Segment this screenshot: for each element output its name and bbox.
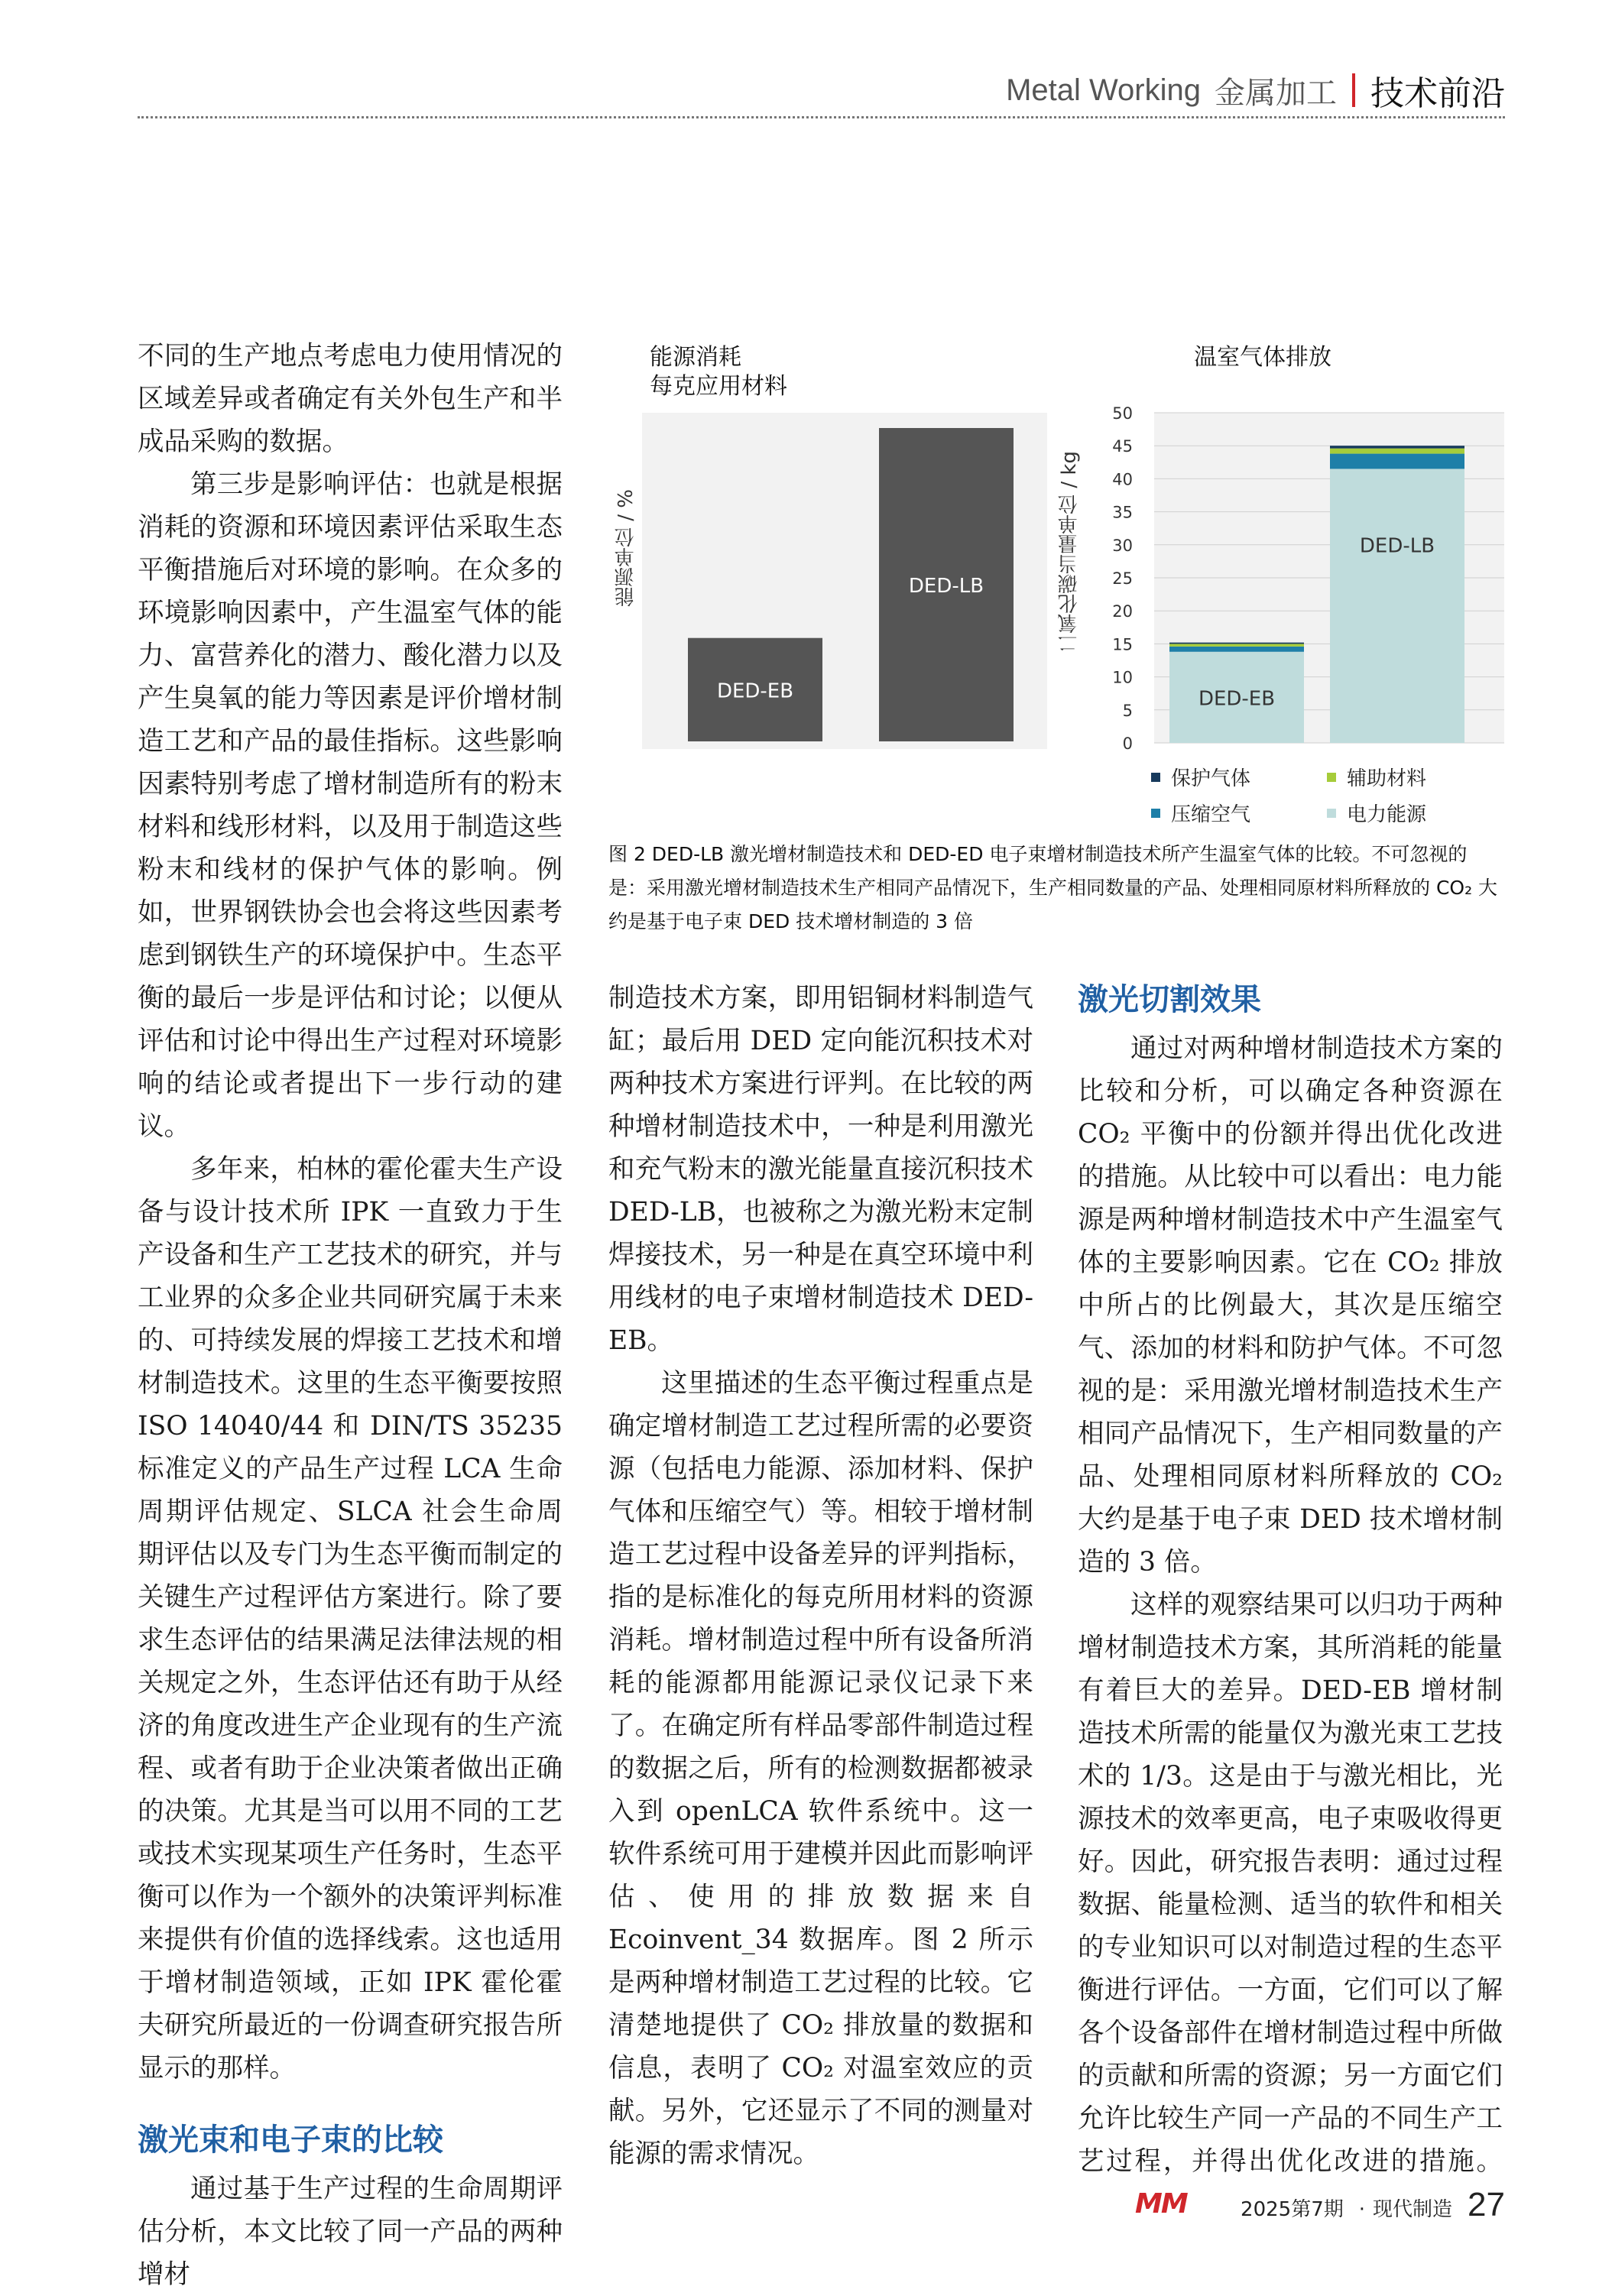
legend-swatch <box>1151 809 1160 818</box>
y-tick-label: 30 <box>1112 536 1133 555</box>
ghg-stacked-bar-chart <box>1070 405 1506 757</box>
mm-logo: MM <box>1135 2188 1187 2220</box>
text-column-2 <box>608 977 1033 2175</box>
ghg-bar-label: DED-LB <box>1359 534 1435 558</box>
energy-bar-label: DED-LB <box>908 575 984 598</box>
col1-paragraph-1: 不同的生产地点考虑电力使用情况的区域差异或者确定有关外包生产和半成品采购的数据。 <box>138 341 563 457</box>
col1-paragraph-2: 第三步是影响评估：也就是根据消耗的资源和环境因素评估采取生态平衡措施后对环境的影响。在众多的环境影响因素中，产生温室气体的能力、富营养化的潜力、酸化潜力以及产生臭氧的能力等因素是评价增材制造工艺和产品的最佳指标。这些影响因素特别考虑了增材制造所有的粉末材料和线形材料，以及用于制造这些粉末和线材的保护气体的影响。例如，世界钢铁协会也会将这些因素考虑到钢铁生产的环境保护中。生态平衡的最后一步是评估和讨论；以便从评估和讨论中得出生产过程对环境影响的结论或者提出下一步行动的建议。 <box>138 469 563 1142</box>
chart1-ylabel: 能源单位 / % <box>615 489 637 607</box>
ghg-segment <box>1330 446 1464 448</box>
text-column-3 <box>1078 977 1503 2226</box>
ghg-segment <box>1330 454 1464 469</box>
footer-magazine: 现代制造 <box>1373 2198 1453 2221</box>
chart2-legend <box>1151 763 1472 827</box>
y-tick-label: 40 <box>1112 470 1133 489</box>
y-tick-label: 15 <box>1112 635 1133 654</box>
y-tick-label: 0 <box>1122 735 1133 753</box>
legend-label: 保护气体 <box>1171 767 1251 790</box>
y-tick-label: 45 <box>1112 437 1133 456</box>
y-tick-label: 20 <box>1112 602 1133 621</box>
figure-caption: 图 2 DED-LB 激光增材制造技术和 DED-ED 电子束增材制造技术所产生温室气体的比较。不可忽视的是：采用激光增材制造技术生产相同产品情况下，生产相同数量的产品、处理相同原材料所释放的 CO₂ 大约是基于电子束 DED 技术增材制造的 3 倍 <box>608 843 1498 932</box>
header-divider <box>1352 73 1355 107</box>
legend-item <box>1151 799 1327 827</box>
header-english: Metal Working <box>1006 73 1201 107</box>
legend-swatch <box>1327 809 1336 818</box>
col1-paragraph-3: 多年来，柏林的霍伦霍夫生产设备与设计技术所 IPK 一直致力于生产设备和生产工艺技术的研究，并与工业界的众多企业共同研究属于未来的、可持续发展的焊接工艺技术和增材制造技术。这里的生态平衡要按照 ISO 14040/44 和 DIN/TS 35235 标准定义的产品生产过程 LCA 生命周期评估规定、SLCA 社会生命周期评估以及专门为生态平衡而制定的关键生产过程评估方案进行。除了要求生态评估的结果满足法律法规的相关规定之外，生态评估还有助于从经济的角度改进生产企业现有的生产流程、或者有助于企业决策者做出正确的决策。尤其是当可以用不同的工艺或技术实现某项生产任务时，生态平衡可以作为一个额外的决策评判标准来提供有价值的选择线索。这也适用于增材制造领域，正如 IPK 霍伦霍夫研究所最近的一份调查研究报告所显示的那样。 <box>138 1154 563 2084</box>
y-tick-label: 10 <box>1112 668 1133 687</box>
page-footer <box>1241 2186 1505 2224</box>
legend-label: 压缩空气 <box>1171 803 1251 826</box>
ghg-segment <box>1169 647 1304 652</box>
header-chinese: 金属加工 <box>1215 75 1337 111</box>
page-number: 27 <box>1468 2186 1505 2223</box>
footer-dot: · <box>1358 2198 1366 2221</box>
legend-swatch <box>1151 773 1160 782</box>
ghg-segment <box>1169 643 1304 644</box>
col2-paragraph-1: 制造技术方案，即用铝铜材料制造气缸；最后用 DED 定向能沉积技术对两种技术方案进行评判。在比较的两种增材制造技术中，一种是利用激光和充气粉末的激光能量直接沉积技术 DED-LB，也被称之为激光粉末定制焊接技术，另一种是在真空环境中利用线材的电子束增材制造技术 DED-EB。 <box>608 983 1033 1356</box>
chart2-ylabel: 二氧化碳当量单位 / kg <box>1058 451 1081 653</box>
legend-item <box>1327 799 1472 827</box>
header-section: 技术前沿 <box>1370 74 1505 113</box>
chart1-subtitle: 每克应用材料 <box>650 373 787 400</box>
legend-item <box>1327 763 1472 791</box>
col2-paragraph-2: 这里描述的生态平衡过程重点是确定增材制造工艺过程所需的必要资源（包括电力能源、添加材料、保护气体和压缩空气）等。相较于增材制造工艺过程中设备差异的评判指标，指的是标准化的每克所用材料的资源消耗。增材制造过程中所有设备所消耗的能源都用能源记录仪记录下来了。在确定所有样品零部件制造过程的数据之后，所有的检测数据都被录入到 openLCA 软件系统中。这一软件系统可用于建模并因此而影响评估、使用的排放数据来自 Ecoinvent_34 数据库。图 2 所示是两种增材制造工艺过程的比较。它清楚地提供了 CO₂ 排放量的数据和信息，表明了 CO₂ 对温室效应的贡献。另外，它还显示了不同的测量对能源的需求情况。 <box>608 1368 1033 2169</box>
chart2-title: 温室气体排放 <box>1194 344 1331 371</box>
footer-issue: 2025第7期 <box>1241 2198 1344 2221</box>
text-column-1 <box>138 335 563 2296</box>
running-header <box>1006 67 1505 113</box>
col1-paragraph-4: 通过基于生产过程的生命周期评估分析，本文比较了同一产品的两种增材 <box>138 2174 563 2290</box>
ghg-segment <box>1330 449 1464 454</box>
legend-label: 电力能源 <box>1347 803 1427 826</box>
legend-label: 辅助材料 <box>1347 767 1427 790</box>
y-tick-label: 5 <box>1122 701 1133 720</box>
ghg-bar-label: DED-EB <box>1198 687 1276 711</box>
section-heading-comparison: 激光束和电子束的比较 <box>138 2123 443 2158</box>
energy-bar-chart <box>642 413 1047 749</box>
ghg-segment <box>1330 469 1464 743</box>
energy-bar-label: DED-EB <box>716 679 794 703</box>
col3-paragraph-2 <box>1078 1584 1503 2226</box>
col3-paragraph-2-text: 这样的观察结果可以归功于两种增材制造技术方案，其所消耗的能量有着巨大的差异。DED-EB 增材制造技术所需的能量仅为激光束工艺技术的 1/3。这是由于与激光相比，光源技术的效率更高，电子束吸收得更好。因此，研究报告表明：通过过程数据、能量检测、适当的软件和相关的专业知识可以对制造过程的生态平衡进行评估。一方面，它们可以了解各个设备部件在增材制造过程中所做的贡献和所需的资源；另一方面它们允许比较生产同一产品的不同生产工艺过程，并得出优化改进的措施。 <box>1078 1590 1503 2177</box>
y-tick-label: 35 <box>1112 503 1133 522</box>
section-heading-laser-cutting: 激光切割效果 <box>1078 982 1261 1017</box>
header-dotted-rule <box>138 116 1505 118</box>
y-tick-label: 50 <box>1112 405 1133 423</box>
legend-swatch <box>1327 773 1336 782</box>
chart1-title: 能源消耗 <box>650 344 741 371</box>
y-tick-label: 25 <box>1112 569 1133 588</box>
legend-item <box>1151 763 1327 791</box>
col3-paragraph-1: 通过对两种增材制造技术方案的比较和分析，可以确定各种资源在 CO₂ 平衡中的份额并得出优化改进的措施。从比较中可以看出：电力能源是两种增材制造技术中产生温室气体的主要影响因素。它在 CO₂ 排放中所占的比例最大，其次是压缩空气、添加的材料和防护气体。不可忽视的是：采用激光增材制造技术生产相同产品情况下，生产相同数量的产品、处理相同原材料所释放的 CO₂ 大约是基于电子束 DED 技术增材制造的 3 倍。 <box>1078 1033 1503 1578</box>
ghg-segment <box>1169 644 1304 646</box>
